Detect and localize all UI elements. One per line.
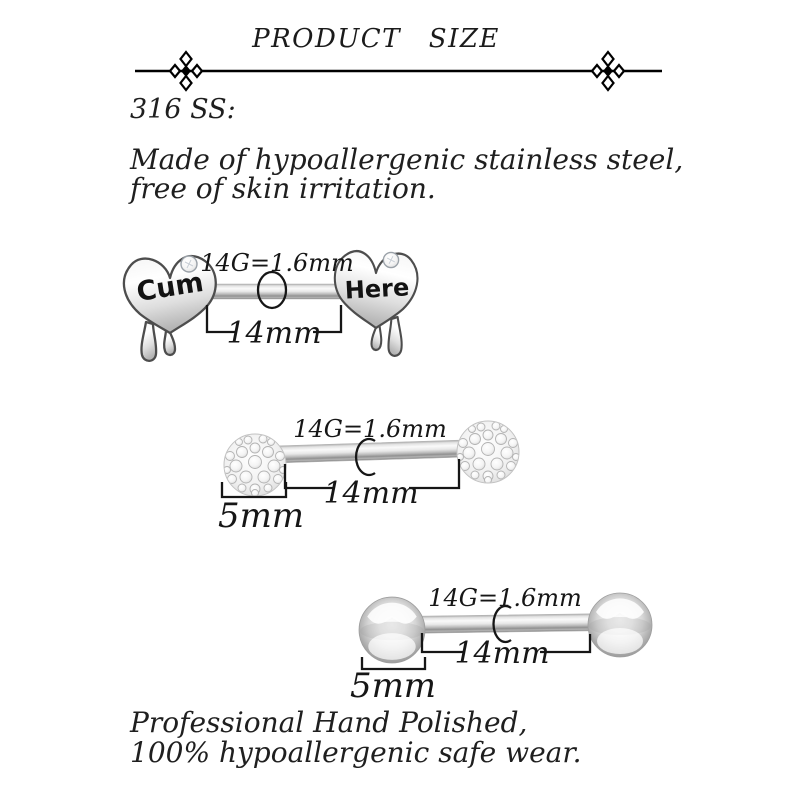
- crystal-pave-ball-left: [224, 434, 287, 497]
- heart-barbell-diagram: [108, 233, 430, 375]
- bar-length-label: 14mm: [226, 316, 322, 351]
- description-line-1: Made of hypoallergenic stainless steel,: [130, 143, 684, 176]
- barbell-bar: [200, 284, 348, 299]
- page-title: PRODUCT SIZE: [252, 24, 500, 54]
- barbell-bar: [259, 440, 481, 464]
- footer-line-2: 100% hypoallergenic safe wear.: [130, 736, 582, 769]
- gauge-label: 14G=1.6mm: [293, 415, 447, 443]
- material-label: 316 SS:: [130, 94, 236, 125]
- material-description: [130, 145, 683, 203]
- bar-length-label: 14mm: [454, 636, 550, 671]
- crystal-gem-right: [383, 252, 398, 267]
- footer-line-1: Professional Hand Polished,: [130, 706, 528, 739]
- footer-note: [130, 708, 582, 768]
- steel-ball-left: [359, 597, 425, 663]
- bar-length-label: 14mm: [323, 476, 419, 511]
- steel-ball-barbell-diagram: [338, 573, 668, 723]
- gauge-label: 14G=1.6mm: [428, 584, 582, 612]
- crystal-ball-barbell-diagram: [203, 403, 525, 553]
- heart-engraving-right: Here: [344, 273, 410, 305]
- diamond-ornament-right: [592, 52, 624, 90]
- diamond-ornament-left: [170, 52, 202, 90]
- description-line-2: free of skin irritation.: [130, 172, 436, 205]
- ball-size-label: 5mm: [217, 496, 305, 536]
- ornamental-divider: [0, 50, 800, 94]
- crystal-pave-ball-right: [457, 421, 520, 484]
- ball-size-label: 5mm: [349, 666, 437, 706]
- heart-engraving-left: Cum: [134, 266, 206, 309]
- gauge-label: 14G=1.6mm: [200, 249, 354, 277]
- barbell-bar: [400, 614, 614, 634]
- steel-ball-right: [588, 593, 652, 657]
